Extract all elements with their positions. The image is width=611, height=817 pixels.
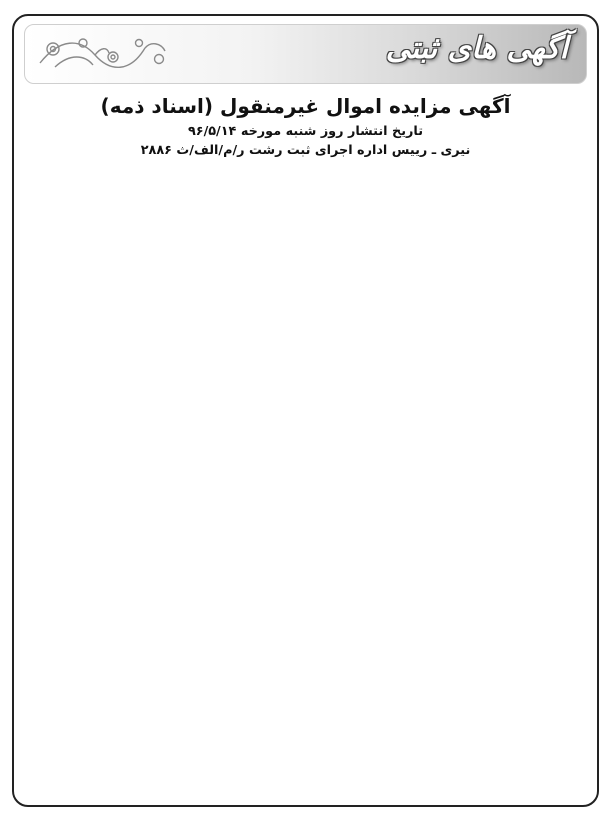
notice-frame: [12, 14, 599, 807]
signature-line: نیری ـ رییس اداره اجرای ثبت رشت ر/م/الف/ث ۲۸۸۶: [140, 143, 471, 158]
banner-title: آگهی های ثبتی: [385, 31, 568, 66]
section-banner: [24, 24, 587, 84]
notice-title: آگهی مزایده اموال غیرمنقول (اسناد ذمه): [100, 94, 511, 118]
publication-date: تاریخ انتشار روز شنبه مورخه ۹۶/۵/۱۴: [187, 124, 424, 139]
floral-ornament-icon: [35, 33, 175, 75]
